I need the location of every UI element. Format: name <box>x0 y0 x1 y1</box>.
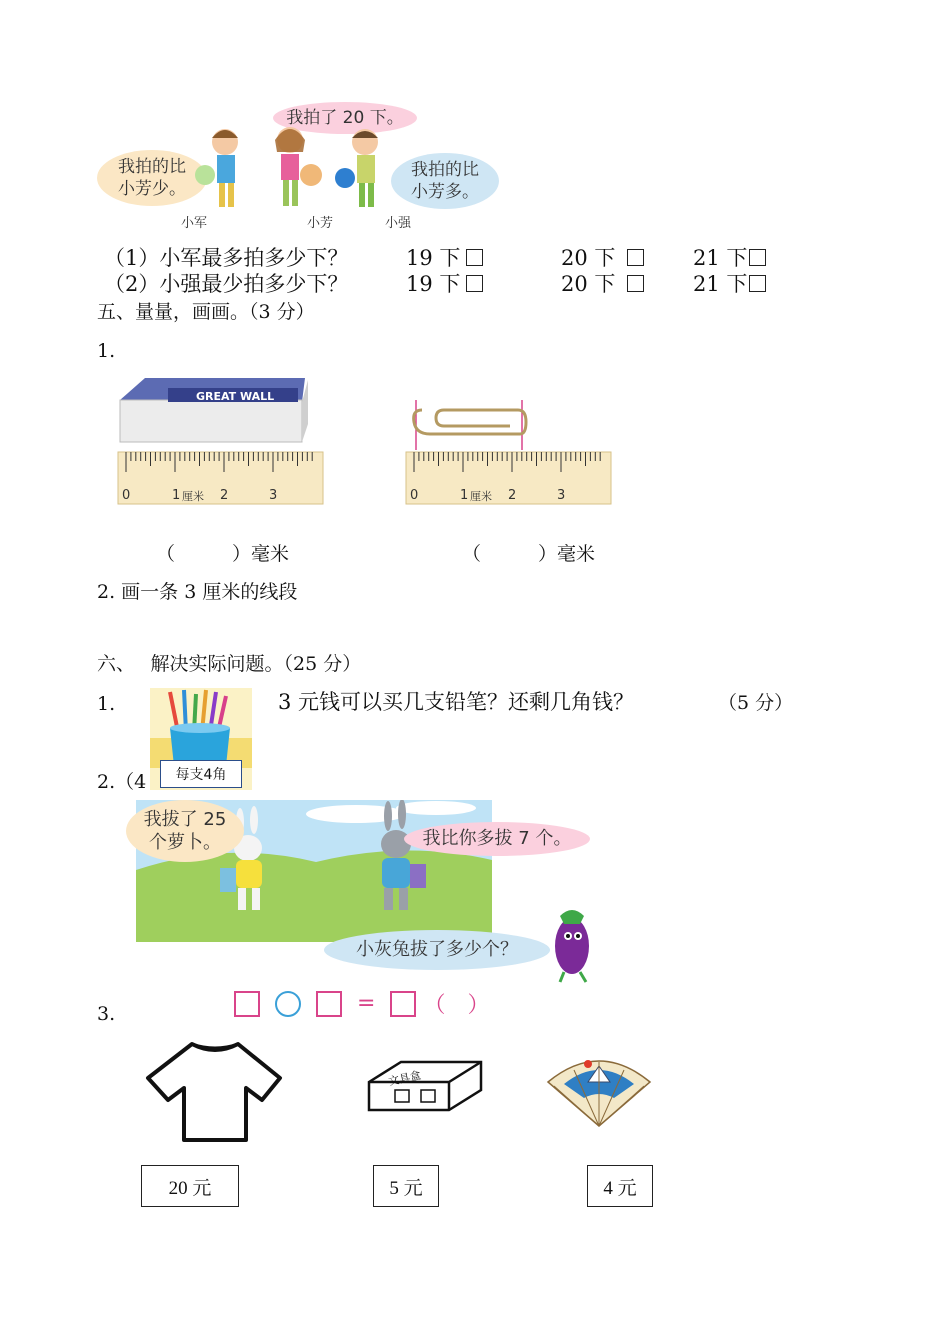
q2-option-19-label: 19 下 <box>406 272 461 296</box>
eq-operator-circle[interactable] <box>275 991 301 1017</box>
q1-option-20-label: 20 下 <box>561 246 616 270</box>
q6-3-number: 3. <box>97 1003 116 1025</box>
ruler2-tick-1: 1 <box>460 488 469 503</box>
ruler1-tick-0: 0 <box>122 488 131 503</box>
ruler2-tick-0: 0 <box>410 488 419 503</box>
ruler2-labels <box>408 488 608 504</box>
pencil-cup-icon <box>150 688 252 768</box>
section5-item2: 2. 画一条 3 厘米的线段 <box>97 581 298 603</box>
eq-unit-paren[interactable]: （ ） <box>423 993 490 1018</box>
q2-option-21-label: 21 下 <box>693 272 748 296</box>
ruler1-tick-2: 2 <box>220 488 229 503</box>
eggplant-icon <box>540 898 610 984</box>
question-1 <box>104 246 348 271</box>
pencil-box-label: 文具盒 <box>387 1068 423 1089</box>
bubble-xiaoqiang: 我拍的比 小芳多。 <box>391 153 499 209</box>
q2-option-20-label: 20 下 <box>561 272 616 296</box>
price-shirt: 20 元 <box>141 1165 239 1207</box>
q1-option-20[interactable] <box>561 246 644 271</box>
ruler1-unit: 厘米 <box>182 490 204 503</box>
ruler2-unit: 厘米 <box>470 490 492 503</box>
question-2-text: （2）小强最少拍多少下？ <box>104 272 349 296</box>
question-2 <box>104 272 348 297</box>
rabbit-bubble-bottom: 小灰兔拔了多少个？ <box>324 930 550 970</box>
question-1-text: （1）小军最多拍多少下？ <box>104 246 349 270</box>
name-xiaofang: 小芳 <box>307 216 334 231</box>
eq-box-result[interactable] <box>390 991 416 1017</box>
name-xiaoqiang: 小强 <box>385 216 412 231</box>
ruler2-tick-3: 3 <box>557 488 566 503</box>
price-fan: 4 元 <box>587 1165 653 1207</box>
price-pencil-box: 5 元 <box>373 1165 439 1207</box>
bubble-xiaofang: 我拍了 20 下。 <box>273 102 417 134</box>
kids-figures <box>195 120 405 220</box>
rabbit-bubble-left: 我拔了 25 个萝卜。 <box>126 800 244 862</box>
name-xiaojun: 小军 <box>181 216 208 231</box>
ruler1-tick-3: 3 <box>269 488 278 503</box>
section5-title: 五、量量，画画。（3 分） <box>97 301 315 323</box>
q2-option-20[interactable] <box>561 272 644 297</box>
kids-illustration <box>95 98 505 233</box>
q2-checkbox-20[interactable] <box>627 275 644 292</box>
q1-option-19[interactable] <box>406 246 483 271</box>
q2-option-19[interactable] <box>406 272 483 297</box>
ruler1-labels <box>120 488 320 504</box>
q1-checkbox-19[interactable] <box>466 249 483 266</box>
section5-item1-number: 1. <box>97 340 116 362</box>
ruler2-tick-2: 2 <box>508 488 517 503</box>
ruler1-tick-1: 1 <box>172 488 181 503</box>
pencil-cup-image <box>150 688 252 790</box>
answer-clip-mm[interactable]: （ ）毫米 <box>462 543 596 565</box>
equation-template <box>234 988 489 1019</box>
eq-box-1[interactable] <box>234 991 260 1017</box>
section6-title: 六、 解决实际问题。（25 分） <box>97 653 362 675</box>
q6-1-score: （5 分） <box>718 692 794 714</box>
eq-equals: = <box>357 991 376 1016</box>
fan-icon <box>544 1046 654 1130</box>
pencil-box-icon <box>365 1054 485 1118</box>
eraser-brand-label: GREAT WALL <box>196 390 275 403</box>
q2-checkbox-21[interactable] <box>749 275 766 292</box>
eq-box-2[interactable] <box>316 991 342 1017</box>
q6-1-text: 3 元钱可以买几支铅笔？还剩几角钱？ <box>278 690 635 714</box>
q6-1-number: 1. <box>97 693 116 715</box>
q1-checkbox-20[interactable] <box>627 249 644 266</box>
q2-option-21[interactable] <box>693 272 766 297</box>
q2-checkbox-19[interactable] <box>466 275 483 292</box>
rabbit-bubble-right: 我比你多拔 7 个。 <box>404 822 590 856</box>
answer-eraser-mm[interactable]: （ ）毫米 <box>156 543 290 565</box>
pencil-price-tag: 每支4角 <box>160 760 242 788</box>
bubble-xiaojun: 我拍的比 小芳少。 <box>97 150 207 206</box>
q1-option-21-label: 21 下 <box>693 246 748 270</box>
q6-2-number: 2.（4 <box>97 771 147 793</box>
shirt-icon <box>140 1038 290 1146</box>
q1-option-19-label: 19 下 <box>406 246 461 270</box>
q1-option-21[interactable] <box>693 246 766 271</box>
q1-checkbox-21[interactable] <box>749 249 766 266</box>
